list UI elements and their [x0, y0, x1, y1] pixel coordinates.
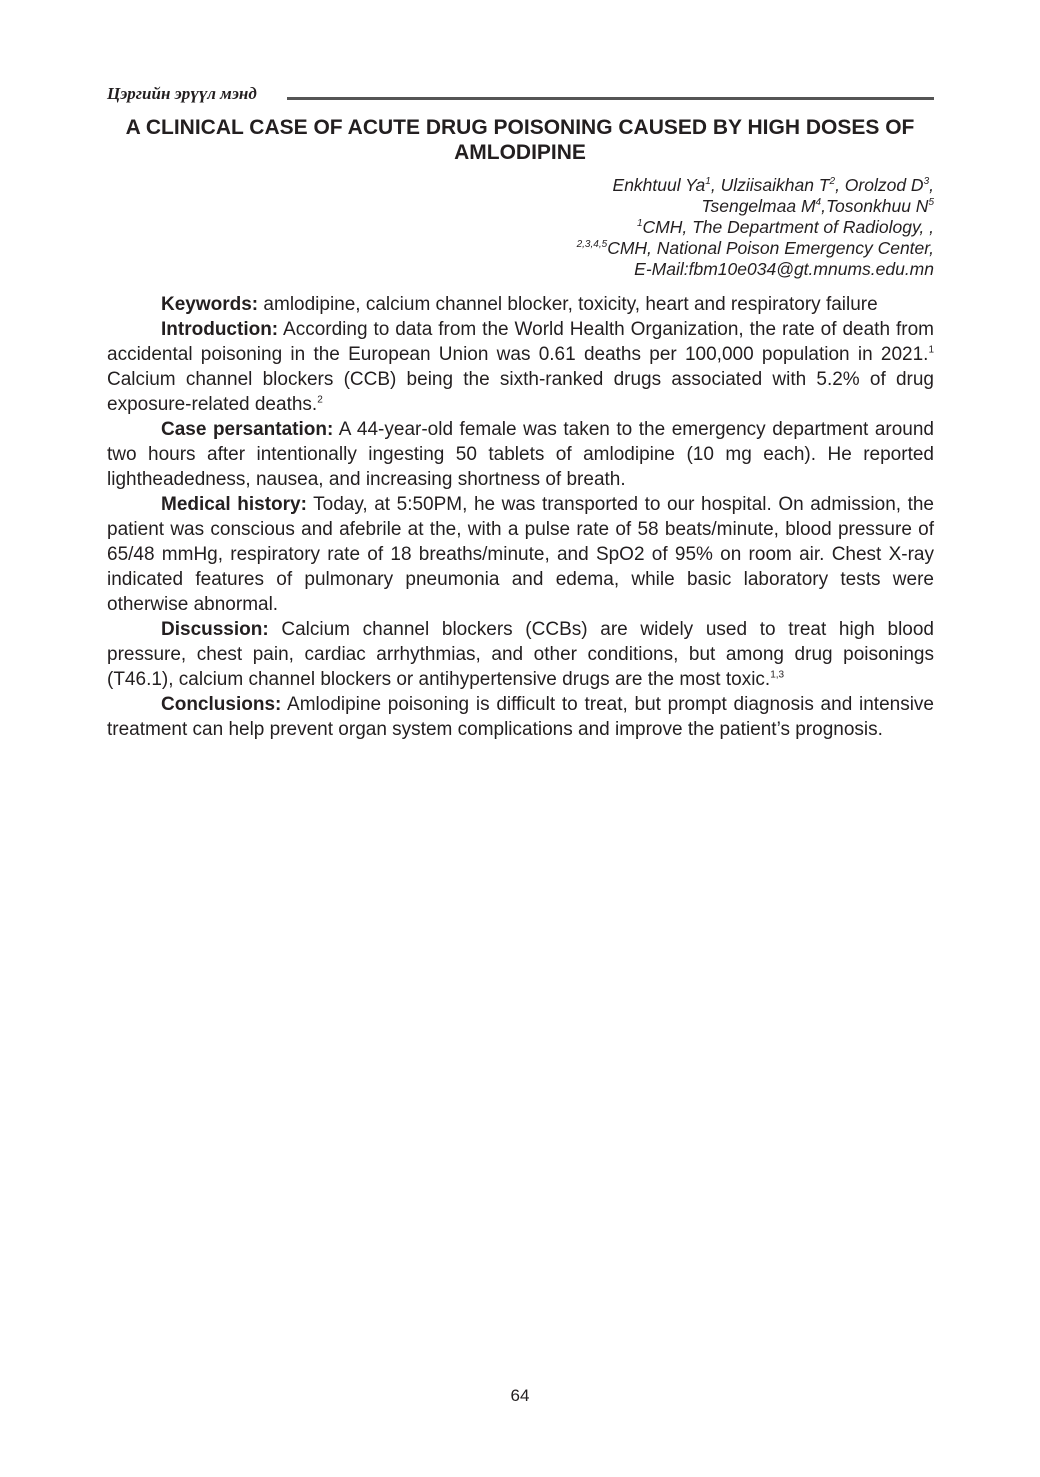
case-paragraph: Case persantation: A 44-year-old female was taken to the emergency department around two hours after intentionally ingesting 50 tablets of amlodipine (10 mg each). He reported lightheadedness, nausea, and increasing shortness of breath. [107, 419, 934, 490]
abstract-body [107, 292, 934, 742]
history-label: Medical history: [161, 494, 307, 515]
case-label: Case persantation: [161, 419, 334, 440]
author-line-2: Tsengelmaa $M^4,Tosonkhuu$ $N^5$ [701, 196, 934, 216]
discussion-paragraph: Discussion: Calcium channel blockers (CCBs) are widely used to treat high blood pressure, chest pain, cardiac arrhythmias, and other conditions, but among drug poisonings (T46.1), calcium channel blockers or antihypertensive drugs are the most toxic.$^{1,3}$ [107, 619, 934, 690]
history-paragraph: Medical history: Today, at 5:50PM, he was transported to our hospital. On admission, the patient was conscious and afebrile at the, with a pulse rate of 58 beats/minute, blood pressure of 65/48 mmHg, respiratory rate of 18 breaths/minute, and SpO2 of 95% on room air. Chest X-ray indicated features of pulmonary pneumonia and edema, while basic laboratory tests were otherwise abnormal. [107, 494, 934, 615]
article-title: A CLINICAL CASE OF ACUTE DRUG POISONING CAUSED BY HIGH DOSES OF AMLODIPINE [125, 116, 915, 164]
introduction-label: Introduction: [161, 319, 279, 340]
conclusions-paragraph: Conclusions: Amlodipine poisoning is difficult to treat, but prompt diagnosis and intensive treatment can help prevent organ system complications and improve the patient’s prognosis. [107, 694, 934, 740]
keywords-paragraph: Keywords: amlodipine, calcium channel blocker, toxicity, heart and respiratory failure [161, 294, 878, 315]
keywords-label: Keywords: [161, 294, 259, 315]
author-email: E-Mail:fbm10e034@gt.mnums.edu.mn [634, 259, 934, 279]
author-block [577, 175, 934, 280]
affiliation-2: $^{2,3,4,5}$CMH, National Poison Emergency Center, [576, 238, 934, 258]
header-rule [287, 97, 934, 100]
conclusions-label: Conclusions: [161, 694, 282, 715]
page-number: 64 [510, 1386, 530, 1405]
journal-name: Цэргийн эрүүл мэнд [107, 84, 257, 103]
running-header [107, 84, 934, 106]
introduction-paragraph: Introduction: According to data from the World Health Organization, the rate of death from accidental poisoning in the European Union was 0.61 deaths per 100,000 population in 2021.$^1$ Calcium channel blockers (CCB) being the sixth-ranked drugs associated with 5.2% of drug exposure-related deaths.$^2$ [107, 319, 934, 415]
author-line-1: Enkhtuul Ya$^1$, Ulziisaikhan $T^2$, Orolzod $D^3$, [612, 175, 934, 195]
discussion-label: Discussion: [161, 619, 269, 640]
affiliation-1: $^1$CMH, The Department of Radiology, , [636, 217, 934, 237]
